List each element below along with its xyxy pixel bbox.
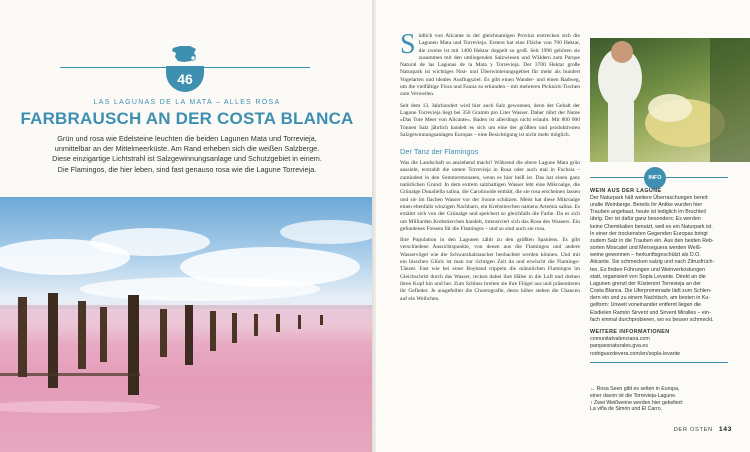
right-page [376,0,750,452]
drop-cap: S [400,29,416,60]
info-heading-more: WEITERE INFORMATIONEN [590,328,670,335]
lead-line: Die Flamingos, die hier leben, sind fast genauso rosa wie die Lagune Torrevieja. [57,164,317,174]
caption-line: einer davon ist die Torrevieja-Lagune. [590,392,677,399]
page-number: 143 [718,426,732,433]
info-body-line: zudem Salz in die Trauben ein. Aus den beiden Reb- [590,237,714,244]
caption-line: ↑ Zwei Weißweine werden hier gekeltert: [590,399,684,406]
grape-harvest-photo [590,38,750,162]
info-body-line: weine gewonnen – herkunftsgeschützt als D.O. [590,252,701,259]
info-body-line: statt, organisiert von Sopla Levante. Direkt an die [590,273,706,280]
info-body-line: uralte Weinberge. Bereits ihr Antike wurden hier [590,202,703,209]
grape-harvest-illustration [590,38,750,162]
info-body-line: sorten Moscatel und Merseguera werden Weiß- [590,245,702,252]
info-badge: INFO [644,167,666,189]
info-body-line: gelform: Unweit voneinander entfernt liegen die [590,302,702,309]
info-box-bottom-rule [590,362,728,363]
page-title: FARBRAUSCH AN DER COSTA BLANCA [20,109,354,128]
main-text-column [400,29,580,307]
info-link[interactable]: rodriguezdevera.com/en/sopla-levante [590,350,681,357]
lead-line: Grün und rosa wie Edelsteine leuchten die beiden Lagunen Mata und Torrevieja, [57,134,317,143]
page-footer [674,426,732,433]
caption-line: La viña de Simón und El Carro. [590,406,663,413]
location-number: 46 [177,71,193,87]
info-link[interactable]: comunitatvalenciana.com [590,335,650,342]
paragraph-4: Ihre Population in den Lagunen zählt zu den größten Spaniens. Es gibt verschiedene Aussichtspunkte, von denen aus die Flamingos und andere Wasservögel wie die Schwarzhalstaucher beobachtet werden können. Und mit ein bisschen Glück ist man zur richtigen Zeit da und erwischt die Flamingo-Tänzer. Fast wie bei einer Boyband trippeln die männlichen Flamingos im Gleichschritt durch das Wasser, recken dabei ihre Hälse in die Luft und drehen ihren Kopf hin und her. Zum Schluss breiten sie ihre Flügel aus und präsentieren ihr Gefieder. Je ausgefeilter die Choreografie, desto höher stehen die Chancen auf ein Weibchen. [400,237,580,302]
paragraph-1-text: üdlich von Alicante in der gleichnamigen Provinz erstrecken sich die Lagunen Mata und Torrevieja. Erstere hat eine Fläche von 700 Hektar, die zweite ist mit 1400 Hektar doppelt so groß. Seit 1996 gehören sie zusammen mit den umliegenden Salzwiesen und Wäldern zum Parque Natural de las Lagunas de la Mata y Torrevieja. Der 3700 Hektar große Naturpark ist wichtiges Nist- und Überwinterungsgebiet für mehr als hundert Vogelarten und ideales Ausflugsziel. Es gibt einen Wander- und einen Radweg, um die vielfältige Flora und Fauna zu erkunden – mit mehreren Picknick-Tischen zum Verweilen. [400,33,580,98]
info-body-line: keine Chemikalien benutzt, weil es ein Naturpark ist. [590,223,713,230]
lagoon-photo-illustration [0,197,374,452]
location-number-badge [166,66,204,92]
lead-paragraph [36,134,338,175]
info-body-line: Costa Blanca. Die Uferpromenade lädt zum Schlen- [590,288,712,295]
lead-line: Diese einzigartige Lichtstrahl ist Salzgewinnungsanlage und Schutzgebiet in einem. [52,154,322,164]
info-body-line: übrig. Der ist dafür ganz besonders: Es werden [590,216,701,223]
info-body-line: Trauben angebaut, heute ist lediglich im Bruchteil [590,209,706,216]
info-heading: WEIN AUS DER LAGUNE [590,188,662,194]
info-links [590,336,734,358]
info-body-line: In einer der trockensten Gegenden Europas bringt [590,230,708,237]
info-box [590,188,734,358]
paragraph-3: Was die Landschaft so anziehend macht? Während die obere Lagune Mata grün aussieht, erstrahlt die untere Torrevieja in Rosa oder auch mal in Fuchsia – zumindest in den Sommermonaten, wenn es hier heiß ist. Das hat einen ganz natürlichen Grund: In dem extrem salzhaltigen Wasser lebt eine Mikroalge, die Grünalge Dunaliella salina, die Carotinoide enthält, die sie rosa erscheinen lassen und sie im flachen Wasser vor der Sonne schützen. Meist hat diese Mikroalge einen ebenfalls winzigen Nachbarn, ein Krebstierchen namens Artemia salina. Es ernährt sich von der Grünalge und speichert so gleichfalls die Farbe. Da es sich um Milliarden Krebstierchen handelt, intensiviert sich das Rosa des Wassers. Ein gefundenes Fressen für die Flamingos – und so sind auch sie rosa. [400,160,580,232]
kicker: LAS LAGUNAS DE LA MATA – ALLES ROSA [93,99,281,106]
footer-section: DER OSTEN [673,427,713,433]
paragraph-1 [400,29,580,99]
info-body-line: Eisdielen Ramón Sirvent und Sirvent Miralles – ein- [590,309,711,316]
info-body-line: Lagunen grenzt der Küstenort Torrevieja an der [590,280,701,287]
info-body-line: Der Naturpark hält weitere Überraschungen bereit: [590,195,709,201]
caption-line: ← Rosa Seen gibt es selten in Europa, [590,386,680,392]
info-body-line: Alicante. Sie schmecken salzig und nach Zitrusfrüch- [590,259,715,266]
info-link[interactable]: parquesnaturales.gva.es [590,343,649,350]
lagoon-photo [0,197,374,452]
info-body-line: dern ein und zu einem Nachtisch, am besten in Ku- [590,295,711,302]
section-subhead: Der Tanz der Flamingos [400,147,479,157]
info-body-line: fach einmal durchprobieren, wo es besser schmeckt. [590,316,714,323]
photo-caption [590,386,734,413]
info-body-line: ten. Es finden Führungen und Weinverkostungen [590,266,706,273]
lead-line: unmittelbar an der Mittelmeerküste. Am Rand erheben sich die weißen Salzberge. [54,144,320,154]
spain-map-icon [170,43,200,65]
paragraph-2: Seit dem 13. Jahrhundert wird hier auch Salz gewonnen, denn der Gehalt der Lagune Torrevieja liegt bei 350 Gramm pro Liter Wasser. Daher rührt der Name »Das Tote Meer von Alicante«. Baden ist allerdings nicht erlaubt. Mit 800 000 Tonnen Salz jährlich handelt es sich um eine der größten und produktivsten Salzgewinnungsanlagen Europas – eine Besichtigung ist nicht mehr möglich. [400,102,580,138]
left-page [0,0,374,452]
